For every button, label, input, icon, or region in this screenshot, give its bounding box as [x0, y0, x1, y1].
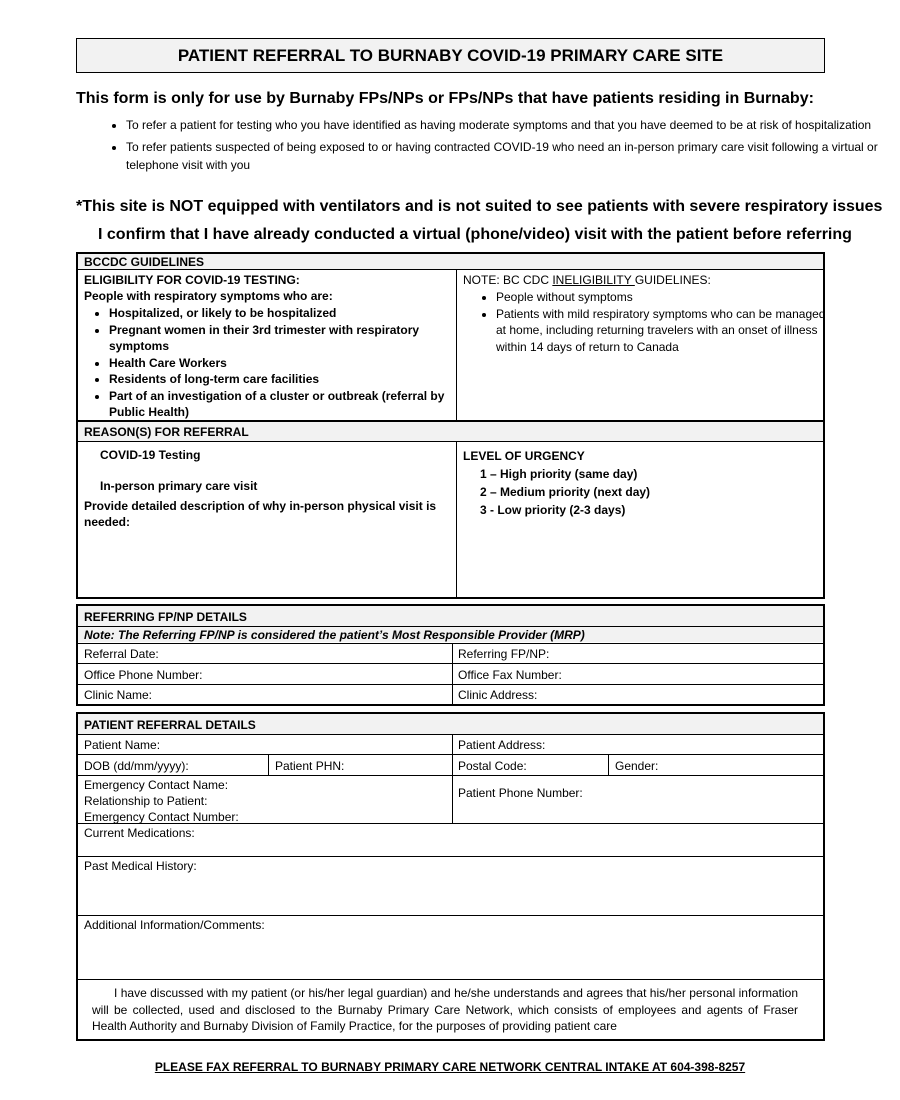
list-item: • Hospitalized, or likely to be hospitalized	[109, 305, 454, 322]
intro-bullet: • To refer patients suspected of being exposed to or having contracted COVID-19 who need an in-person primary care visit following a virtual or telephone visit with you	[126, 138, 886, 174]
list-item: • Part of an investigation of a cluster or outbreak (referral by Public Health)	[109, 388, 454, 421]
list-item: • People without symptoms	[496, 289, 838, 306]
ineligibility-note	[463, 272, 711, 288]
description-prompt: Provide detailed description of why in-person physical visit is needed:	[84, 499, 437, 529]
divider	[78, 775, 823, 776]
intro-bullet: • To refer a patient for testing who you have identified as having moderate symptoms and that you have deemed to be at risk of hospitalization	[126, 116, 886, 134]
divider	[78, 663, 823, 664]
patient-address-field[interactable]: Patient Address:	[458, 738, 546, 752]
divider	[78, 915, 823, 916]
referring-note: Note: The Referring FP/NP is considered the patient’s Most Responsible Provider (MRP)	[84, 628, 585, 642]
divider	[608, 754, 609, 775]
office-phone-field[interactable]: Office Phone Number:	[84, 668, 203, 682]
intro-text: This form is only for use by Burnaby FPs/NPs or FPs/NPs that have patients residing in Burnaby:	[76, 90, 814, 107]
confirm-text: I confirm that I have already conducted a virtual (phone/video) visit with the patient before referring	[98, 226, 852, 243]
current-medications-field[interactable]: Current Medications:	[84, 826, 195, 840]
fax-instruction: PLEASE FAX REFERRAL TO BURNABY PRIMARY CARE NETWORK CENTRAL INTAKE AT 604-398-8257	[154, 1060, 746, 1074]
divider	[78, 754, 823, 755]
divider	[78, 441, 823, 442]
relationship-field[interactable]: Relationship to Patient:	[84, 794, 208, 808]
note-suffix: GUIDELINES:	[634, 273, 711, 287]
divider	[452, 643, 453, 704]
patient-name-field[interactable]: Patient Name:	[84, 738, 161, 752]
divider	[78, 979, 823, 980]
divider	[456, 441, 457, 598]
urgency-low-option[interactable]: 3 - Low priority (2-3 days)	[480, 503, 626, 517]
referring-fpnp-field[interactable]: Referring FP/NP:	[458, 647, 550, 661]
list-item: • Patients with mild respiratory symptoms who can be managed at home, including returning travelers with an onset of illness within 14 days of return to Canada	[496, 306, 838, 356]
divider	[268, 754, 269, 775]
note-underlined: INELIGIBILITY	[552, 273, 635, 287]
list-item: • Health Care Workers	[109, 355, 454, 372]
referring-header: REFERRING FP/NP DETAILS	[84, 610, 247, 624]
intro-bullets	[76, 116, 886, 178]
ineligibility-list	[470, 289, 838, 355]
postal-code-field[interactable]: Postal Code:	[458, 759, 527, 773]
urgency-title: LEVEL OF URGENCY	[463, 449, 585, 463]
divider	[78, 643, 823, 644]
referral-date-field[interactable]: Referral Date:	[84, 647, 159, 661]
clinic-name-field[interactable]: Clinic Name:	[84, 688, 153, 702]
divider	[78, 734, 823, 735]
in-person-option[interactable]: In-person primary care visit	[100, 479, 258, 493]
divider	[456, 269, 457, 421]
phn-field[interactable]: Patient PHN:	[275, 759, 345, 773]
divider	[452, 734, 453, 823]
gender-field[interactable]: Gender:	[615, 759, 659, 773]
consent-statement: I have discussed with my patient (or his/her legal guardian) and he/she understands and agrees that his/her personal information will be collected, used and disclosed to the Burnaby Primary Care Network, which consists of employees and agents of Fraser Health Authority and Burnaby Division of Family Practice, for the purposes of providing patient care	[92, 986, 798, 1033]
emergency-contact-name-field[interactable]: Emergency Contact Name:	[84, 778, 229, 792]
eligibility-list	[83, 305, 454, 421]
office-fax-field[interactable]: Office Fax Number:	[458, 668, 562, 682]
guidelines-header: BCCDC GUIDELINES	[84, 255, 205, 269]
title-text: PATIENT REFERRAL TO BURNABY COVID-19 PRIMARY CARE SITE	[177, 45, 724, 65]
list-item: • Pregnant women in their 3rd trimester with respiratory symptoms	[109, 322, 454, 355]
patient-header: PATIENT REFERRAL DETAILS	[84, 718, 256, 732]
eligibility-subtitle: People with respiratory symptoms who are:	[84, 289, 333, 303]
additional-info-field[interactable]: Additional Information/Comments:	[84, 918, 265, 932]
patient-phone-field[interactable]: Patient Phone Number:	[458, 786, 583, 800]
divider	[78, 684, 823, 685]
clinic-address-field[interactable]: Clinic Address:	[458, 688, 538, 702]
past-medical-history-field[interactable]: Past Medical History:	[84, 859, 197, 873]
covid-testing-option[interactable]: COVID-19 Testing	[100, 448, 201, 462]
reasons-header: REASON(S) FOR REFERRAL	[84, 425, 249, 439]
eligibility-title: ELIGIBILITY FOR COVID-19 TESTING:	[84, 273, 300, 287]
divider	[78, 856, 823, 857]
warning-text: *This site is NOT equipped with ventilators and is not suited to see patients with severe respiratory issues	[76, 198, 883, 215]
dob-field[interactable]: DOB (dd/mm/yyyy):	[84, 759, 189, 773]
page-title	[76, 38, 825, 73]
note-prefix: NOTE: BC CDC	[463, 273, 553, 287]
list-item: • Residents of long-term care facilities	[109, 371, 454, 388]
emergency-contact-number-field[interactable]: Emergency Contact Number:	[84, 810, 239, 824]
urgency-medium-option[interactable]: 2 – Medium priority (next day)	[480, 485, 651, 499]
urgency-high-option[interactable]: 1 – High priority (same day)	[480, 467, 638, 481]
